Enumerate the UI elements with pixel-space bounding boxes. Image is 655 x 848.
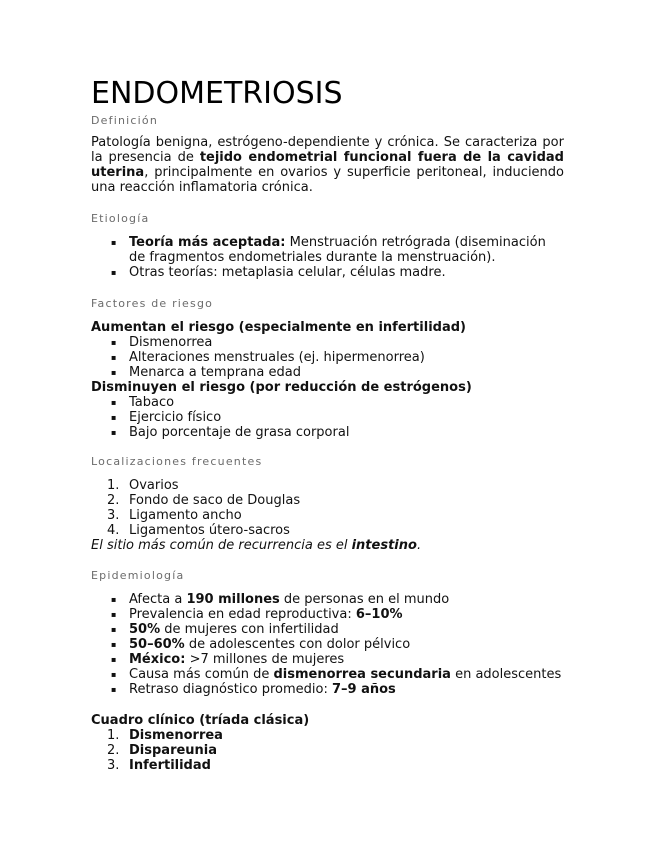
text: Afecta a [129, 592, 187, 607]
text: de adolescentes con dolor pélvico [184, 637, 411, 652]
list-item [91, 652, 564, 667]
section-heading-epidemiologia: Epidemiología [91, 569, 185, 582]
text: de mujeres con infertilidad [160, 622, 339, 637]
etiologia-list [91, 235, 564, 280]
list-item: ▪ Bajo porcentaje de grasa corporal [91, 425, 564, 440]
list-number: 3. [107, 508, 120, 523]
list-item-text: Ligamento ancho [129, 508, 242, 523]
bold-text: 6–10% [355, 607, 403, 622]
disminuyen-list [91, 395, 564, 440]
list-item: ▪ Otras teorías: metaplasia celular, células madre. [91, 265, 564, 280]
definicion-text-1: Patología benigna, estrógeno-dependiente y crónica. Se caracteriza por la presencia de [91, 135, 564, 165]
localizaciones-list [91, 478, 564, 538]
list-item-text: Ovarios [129, 478, 179, 493]
section-heading-localizaciones: Localizaciones frecuentes [91, 455, 263, 468]
disminuyen-title: Disminuyen el riesgo (por reducción de estrógenos) [91, 380, 472, 395]
text: >7 millones de mujeres [185, 652, 345, 667]
section-heading-factores: Factores de riesgo [91, 297, 214, 310]
list-item [91, 758, 564, 773]
list-item [91, 682, 564, 697]
epidemiologia-list [91, 592, 564, 697]
aumentan-list [91, 335, 564, 380]
list-item [91, 637, 564, 652]
list-item [91, 508, 564, 523]
list-number: 4. [107, 523, 120, 538]
list-number: 1. [107, 728, 120, 743]
list-item [91, 622, 564, 637]
list-item [91, 592, 564, 607]
list-item [91, 728, 564, 743]
section-heading-etiologia: Etiología [91, 212, 150, 225]
list-item-text: Ligamentos útero-sacros [129, 523, 290, 538]
cuadro-clinico-list [91, 728, 564, 773]
list-item-text: Fondo de saco de Douglas [129, 493, 301, 508]
list-item: ▪ Ejercicio físico [91, 410, 564, 425]
note-bold: intestino [351, 538, 417, 553]
list-number: 2. [107, 743, 120, 758]
bold-text: México: [129, 652, 186, 667]
note-end: . [416, 538, 422, 553]
text: de personas en el mundo [279, 592, 450, 607]
list-item [91, 607, 564, 622]
list-item-text: Infertilidad [129, 758, 211, 773]
note-text: El sitio más común de recurrencia es el [91, 538, 352, 553]
list-item [91, 667, 564, 682]
list-item: ▪ Tabaco [91, 395, 564, 410]
text: Retraso diagnóstico promedio: [129, 682, 332, 697]
bold-text: 190 millones [186, 592, 280, 607]
list-item [91, 493, 564, 508]
definicion-bold: tejido endometrial funcional fuera de la cavidad uterina [91, 150, 564, 180]
cuadro-clinico-title: Cuadro clínico (tríada clásica) [91, 713, 310, 728]
list-item [91, 478, 564, 493]
section-heading-definicion: Definición [91, 114, 158, 127]
recurrence-note [91, 538, 564, 553]
list-item [91, 523, 564, 538]
list-number: 3. [107, 758, 120, 773]
list-number: 1. [107, 478, 120, 493]
list-item-text: Dismenorrea [129, 728, 223, 743]
text: Causa más común de [129, 667, 274, 682]
bold-text: 7–9 años [331, 682, 396, 697]
bold-text: 50% [129, 622, 161, 637]
list-item [91, 235, 564, 265]
etiologia-item1-text: Menstruación retrógrada (diseminación de fragmentos endometriales durante la menstruación). [129, 235, 546, 265]
list-item: ▪ Dismenorrea [91, 335, 564, 350]
list-number: 2. [107, 493, 120, 508]
bold-text: dismenorrea secundaria [273, 667, 451, 682]
definicion-paragraph [91, 135, 564, 195]
aumentan-title: Aumentan el riesgo (especialmente en infertilidad) [91, 320, 466, 335]
bold-text: 50–60% [129, 637, 185, 652]
list-item: ▪ Alteraciones menstruales (ej. hipermenorrea) [91, 350, 564, 365]
text: en adolescentes [450, 667, 562, 682]
page-title: ENDOMETRIOSIS [91, 76, 343, 111]
etiologia-item1-bold: Teoría más aceptada: [129, 235, 286, 250]
text: Prevalencia en edad reproductiva: [129, 607, 356, 622]
list-item-text: Dispareunia [129, 743, 218, 758]
list-item [91, 743, 564, 758]
list-item: ▪ Menarca a temprana edad [91, 365, 564, 380]
definicion-text-2: , principalmente en ovarios y superficie peritoneal, induciendo una reacción inflamatoria crónica. [91, 165, 564, 195]
